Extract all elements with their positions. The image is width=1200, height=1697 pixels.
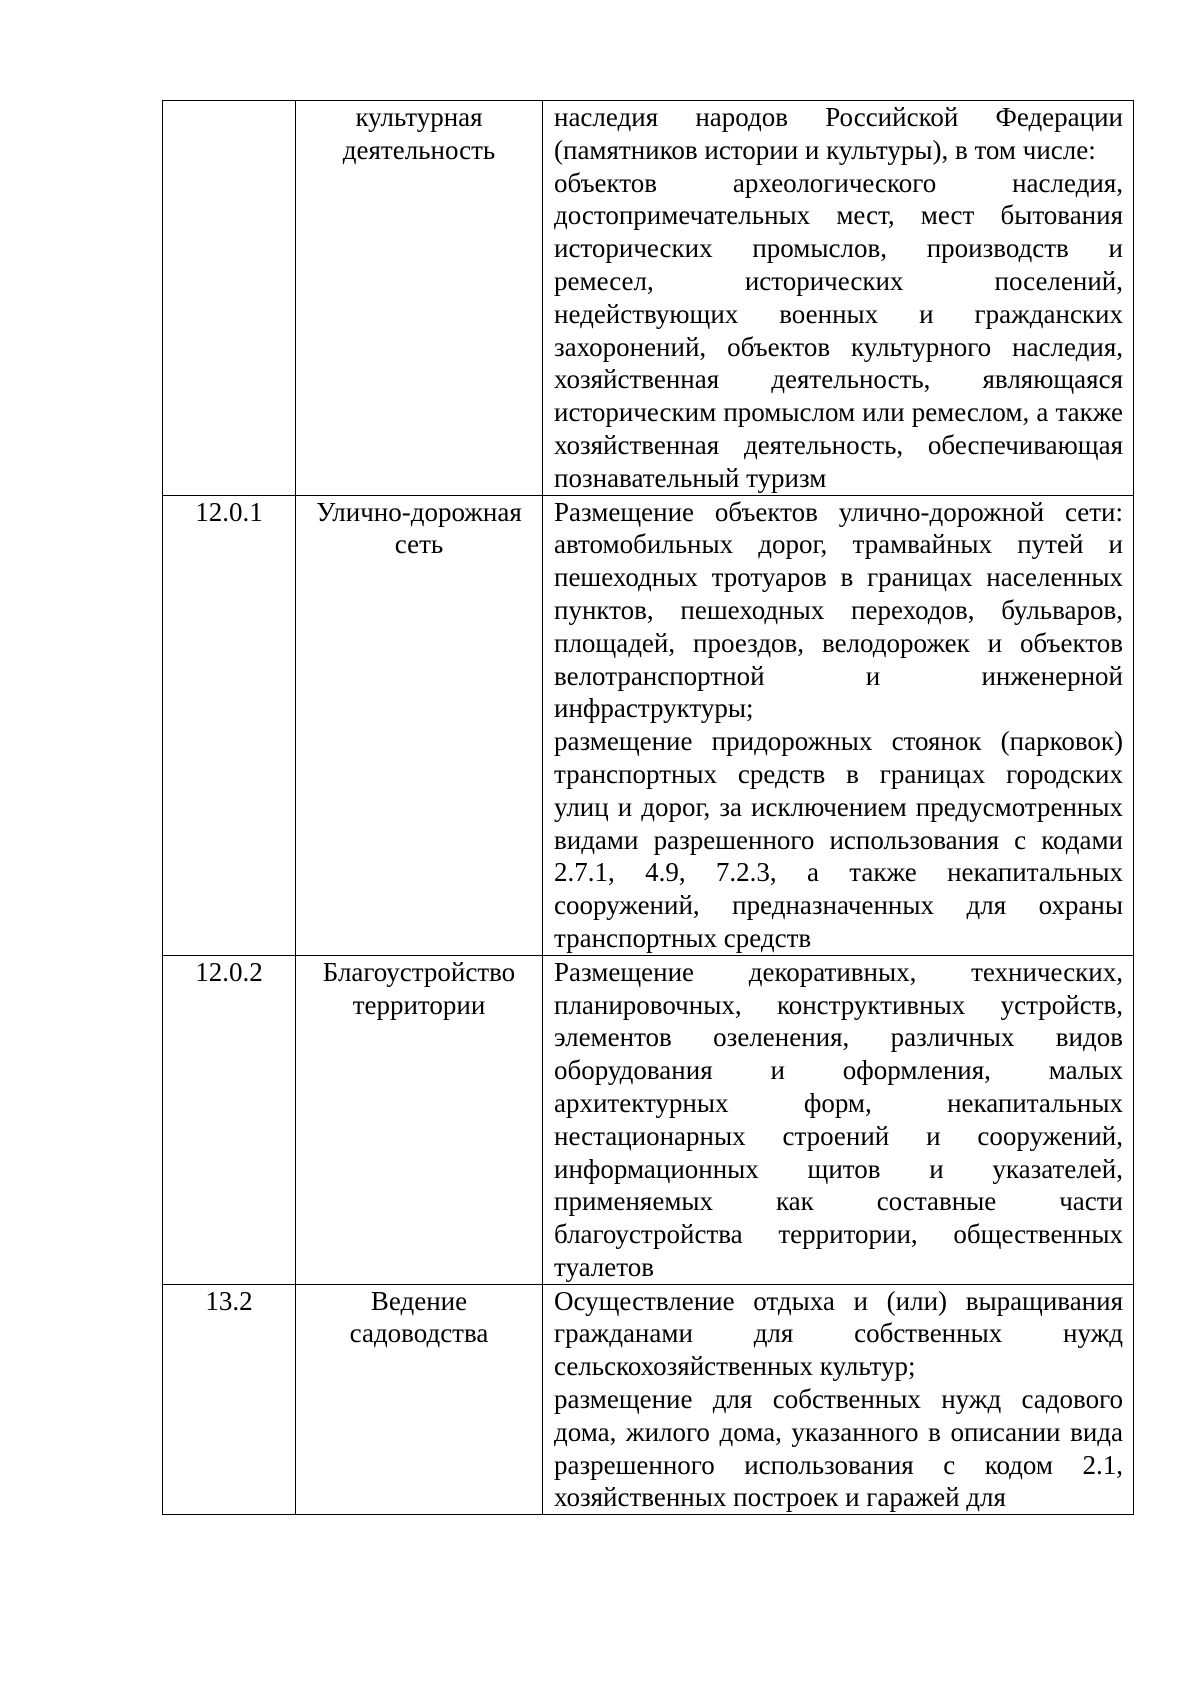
- code-cell: 12.0.2: [163, 955, 296, 1284]
- name-line: сеть: [394, 529, 444, 560]
- table-row: [163, 1284, 1134, 1515]
- description-paragraph: объектов археологического наследия, достопримечательных мест, мест бытования исторических промыслов, производств и ремесел, исторических поселений, недействующих военных и гражданских захоронений, объектов культурного наследия, хозяйственная деятельность, являющаяся историческим промыслом или ремеслом, а также хозяйственная деятельность, обеспечивающая познавательный туризм: [554, 167, 1123, 493]
- name-cell: [296, 955, 543, 1284]
- table-row: [163, 101, 1134, 496]
- name-line: Благоустройство: [322, 956, 516, 987]
- description-cell: [543, 955, 1134, 1284]
- description-paragraph: наследия народов Российской Федерации (памятников истории и культуры), в том числе:: [554, 102, 1123, 165]
- description-paragraph: Размещение объектов улично-дорожной сети: автомобильных дорог, трамвайных путей и пешеходных тротуаров в границах населенных пунктов, пешеходных переходов, бульваров, площадей, проездов, велодорожек и объектов велотранспортной и инженерной инфраструктуры;: [554, 496, 1123, 724]
- name-cell: [296, 101, 543, 496]
- land-use-table: [162, 100, 1134, 1515]
- description-paragraph: Размещение декоративных, технических, планировочных, конструктивных устройств, элементов озеленения, различных видов оборудования и оформления, малых архитектурных форм, некапитальных нестационарных строений и сооружений, информационных щитов и указателей, применяемых как составные части благоустройства территории, общественных туалетов: [554, 956, 1123, 1282]
- name-line: садоводства: [349, 1318, 489, 1349]
- name-cell: [296, 1284, 543, 1515]
- name-cell: [296, 495, 543, 955]
- table-row: [163, 495, 1134, 955]
- name-line: Ведение: [370, 1285, 468, 1316]
- code-cell: 13.2: [163, 1284, 296, 1515]
- name-line: культурная: [355, 102, 483, 132]
- description-cell: [543, 101, 1134, 496]
- code-cell: 12.0.1: [163, 495, 296, 955]
- name-line: деятельность: [342, 134, 496, 165]
- description-paragraph: размещение придорожных стоянок (парковок) транспортных средств в границах городских улиц и дорог, за исключением предусмотренных видами разрешенного использования с кодами 2.7.1, 4.9, 7.2.3, а также некапитальных сооружений, предназначенных для охраны транспортных средств: [554, 726, 1123, 953]
- table-row: [163, 955, 1134, 1284]
- name-line: территории: [352, 989, 486, 1020]
- description-cell: [543, 495, 1134, 955]
- description-paragraph: размещение для собственных нужд садового дома, жилого дома, указанного в описании вида разрешенного использования с кодом 2.1, хозяйственных построек и гаражей для: [554, 1384, 1123, 1513]
- name-line: Улично-дорожная: [316, 496, 522, 527]
- code-cell: [163, 101, 296, 496]
- description-paragraph: Осуществление отдыха и (или) выращивания гражданами для собственных нужд сельскохозяйственных культур;: [554, 1285, 1123, 1382]
- description-cell: [543, 1284, 1134, 1515]
